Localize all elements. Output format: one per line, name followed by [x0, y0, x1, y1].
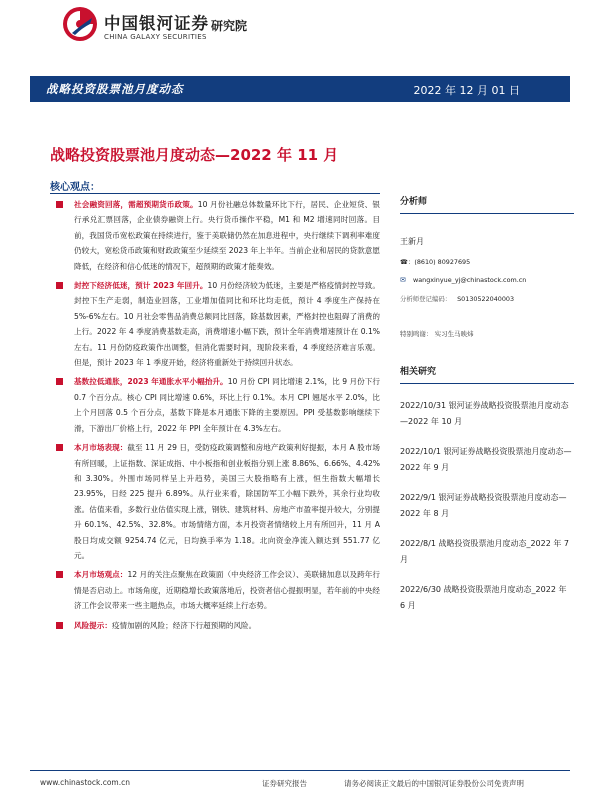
point-risk [50, 618, 380, 633]
related-item[interactable]: 2022/8/1 战略投资股票池月度动态_2022 年 7 月 [400, 539, 570, 564]
analyst-panel [400, 194, 574, 338]
point-inflation [50, 374, 380, 436]
report-banner [30, 76, 570, 102]
point-economy [50, 278, 380, 370]
bullet-icon [56, 571, 63, 578]
banner-title: 战略投资股票池月度动态 [46, 82, 184, 96]
email-icon: ✉ [400, 276, 406, 284]
core-points-divider [50, 193, 380, 194]
point-lead: 社会融资回落，需超预期货币政策。 [74, 200, 198, 209]
footer-url[interactable]: www.chinastock.com.cn [40, 778, 130, 787]
bullet-icon [56, 282, 63, 289]
report-date: 2022 年 12 月 01 日 [413, 84, 520, 97]
bullet-icon [56, 378, 63, 385]
email-address[interactable]: wangxinyue_yj@chinastock.com.cn [413, 276, 527, 284]
phone-label: ☎： [400, 258, 415, 266]
acknowledgement-name: 实习生马映炜 [434, 330, 474, 338]
footer-disclaimer: 请务必阅读正文最后的中国银河证券股份公司免责声明 [344, 779, 524, 788]
point-text: 12 月的关注点聚焦在政策面（中央经济工作会议）、美联储加息以及跨年行情是否启动上。市场角度，近期稳增长政策落地后，投资者信心提振明显，若年前的中央经济工作会议带来一些主题热点，市场大概率延续上行态势。 [74, 570, 380, 611]
analyst-heading: 分析师 [400, 194, 574, 214]
phone-number: (8610) 80927695 [414, 257, 471, 266]
analyst-name: 王新月 [400, 237, 424, 246]
bullet-icon [56, 201, 63, 208]
core-points-list [50, 197, 380, 637]
analyst-email [400, 276, 574, 284]
analyst-cert [400, 294, 574, 303]
related-item[interactable]: 2022/10/1 银河证券战略投资股票池月度动态—2022 年 9 月 [400, 447, 572, 472]
related-item[interactable]: 2022/6/30 战略投资股票池月度动态_2022 年 6 月 [400, 585, 567, 610]
related-item[interactable]: 2022/10/31 银河证券战略投资股票池月度动态—2022 年 10 月 [400, 401, 569, 426]
related-heading: 相关研究 [400, 364, 574, 384]
core-points-heading: 核心观点： [50, 182, 100, 193]
footer-divider [30, 770, 570, 771]
point-text: 10 月份经济较为低迷，主要是严格疫情封控导致。封控下生产走弱，制造业回落，工业增加值同比和环比均走低，预计 4 季度生产保持在 5%-6%左右。10 月社会零售品消费总额同比回落，除基数因素，严格封控也阻碍了消费的上行。2022 年 4 季度消费基数走高，消费增速小幅下跌，预计全年消费增速预计在 0.1%左右。11 月份防疫政策作出调整，但消化需要时间，现阶段来看，4 季度经济难言乐观。但是，预计 2023 年 1 季度开始，经济将重新处于持续回升状态。 [74, 281, 381, 368]
acknowledgement-label: 特别鸣谢： [400, 330, 433, 338]
cert-number: S0130522040003 [457, 294, 515, 303]
bullet-icon [56, 622, 63, 629]
point-lead: 封控下经济低迷，预计 2023 年回升。 [74, 281, 208, 291]
company-logo [62, 6, 98, 42]
acknowledgement [400, 329, 574, 338]
point-lead: 本月市场观点： [74, 570, 128, 580]
point-lead: 本月市场表现： [74, 443, 128, 453]
analyst-phone [400, 257, 574, 266]
report-title: 战略投资股票池月度动态—2022 年 11 月 [50, 146, 339, 164]
point-text: 10 月份 CPI 同比增速 2.1%，比 9 月份下行 0.7 个百分点。核心 CPI 同比增速 0.6%，环比上行 0.1%。本月 CPI 翘尾水平 2.0%，比上个月回落 0.5 个百分点，基数下降是本月通胀下降的主要原因。PPI 受基数影响继续下滑，下游出厂价格上行，2022 年 PPI 全年预计在 4.3%左右。 [74, 377, 381, 433]
brand-name-cn: 中国银河证券 [104, 14, 209, 33]
point-lead: 风险提示： [74, 620, 112, 630]
point-lead: 基数拉低通胀，2023 年通胀水平小幅抬升。 [74, 377, 228, 387]
point-social-financing [50, 197, 380, 274]
brand-department: 研究院 [211, 19, 248, 33]
point-text: 10 月份社融总体数量环比下行，居民、企业短贷、银行承兑汇票回落，企业债券融资上行。央行货币操作平稳，M1 和 M2 增速同时回落。目前，我国货币宽松政策在持续进行，鉴于美联储仍然在加息进程中，央行继续下调利率难度仍较大，宽松货币政策和财政政策至少延续至 2023 年上半年。当前企业和居民的贷款意愿降低，在经济和信心低迷的情况下，超预期的政策才能奏效。 [74, 200, 381, 271]
related-item[interactable]: 2022/9/1 银河证券战略投资股票池月度动态—2022 年 8 月 [400, 493, 567, 518]
point-text: 截至 11 月 29 日，受防疫政策调整和房地产政策利好提振，本月 A 股市场有所回暖，上证指数、深证成指、中小板指和创业板指分别上涨 8.86%、6.66%、4.42%和 3.30%。外围市场同样呈上升趋势，美国三大股指略有上涨，恒生指数大幅增长 23.95%，日经 225 提升 6.89%。从行业来看，除国防军工小幅下跌外，其余行业均收涨。估值来看，多数行业估值实现上涨，钢铁、建筑材料、房地产市盈率提升较大，分别提升 60.1%、42.5%、32.8%。市场情绪方面，本月投资者情绪较上月有所回升，11 月 A 股日均成交额 9254.74 亿元，日均换手率为 1.18。北向资金净流入额达到 551.77 亿元。 [74, 443, 381, 560]
point-market-performance [50, 440, 380, 563]
bullet-icon [56, 444, 63, 451]
point-text: 疫情加剧的风险；经济下行超预期的风险。 [111, 620, 257, 630]
point-market-view [50, 567, 380, 613]
related-research [400, 364, 574, 614]
brand-name-en: CHINA GALAXY SECURITIES [104, 33, 207, 41]
footer-doc-type: 证券研究报告 [262, 779, 307, 788]
cert-label: 分析师登记编码： [400, 295, 452, 303]
